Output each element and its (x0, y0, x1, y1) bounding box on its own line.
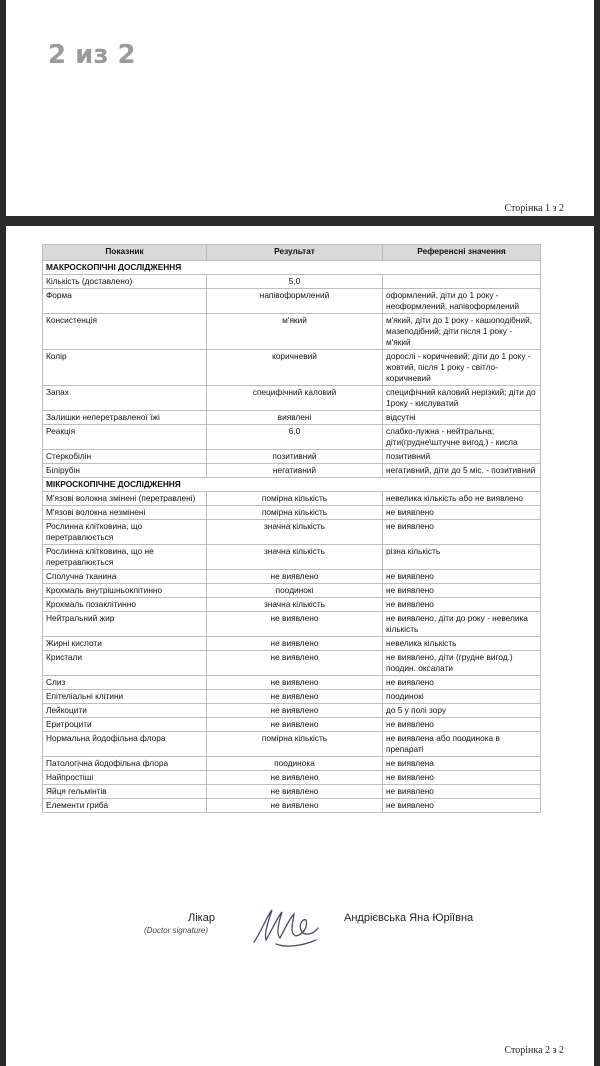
table-row (43, 598, 541, 612)
table-row (43, 425, 541, 450)
reference-cell: до 5 у полі зору (383, 704, 541, 718)
reference-cell: позитивний (383, 450, 541, 464)
result-cell: помірна кількість (207, 492, 383, 506)
indicator-cell: Реакція (43, 425, 207, 450)
indicator-cell: Сполучна тканина (43, 570, 207, 584)
signature-sublabel: (Doctor signature) (144, 926, 209, 935)
result-cell: 5,0 (207, 275, 383, 289)
reference-cell (383, 275, 541, 289)
result-cell: не виявлено (207, 570, 383, 584)
table-row (43, 520, 541, 545)
indicator-cell: Патологічна йодофільна флора (43, 757, 207, 771)
result-cell: помірна кількість (207, 506, 383, 520)
reference-cell: не виявлено (383, 520, 541, 545)
reference-cell: негативний, діти до 5 міс. - позитивний (383, 464, 541, 478)
section-row (43, 478, 541, 492)
table-row (43, 411, 541, 425)
table-row (43, 275, 541, 289)
table-row (43, 612, 541, 637)
signature-label: Лікар (188, 912, 215, 924)
table-row (43, 690, 541, 704)
indicator-cell: Рослинна клітковина, що не перетравлюється (43, 545, 207, 570)
handwritten-signature (246, 904, 326, 950)
indicator-cell: Епітеліальні клітини (43, 690, 207, 704)
result-cell: не виявлено (207, 676, 383, 690)
table-row (43, 718, 541, 732)
reference-cell: не виявлена або поодинока в препараті (383, 732, 541, 757)
result-cell: поодинокі (207, 584, 383, 598)
indicator-cell: Нормальна йодофільна флора (43, 732, 207, 757)
section-title: МАКРОСКОПІЧНІ ДОСЛІДЖЕННЯ (43, 261, 541, 275)
result-cell: м'який (207, 314, 383, 350)
reference-cell: не виявлено (383, 718, 541, 732)
reference-cell: специфічний каловий нерізкий; діти до 1року - кислуватий (383, 386, 541, 411)
indicator-cell: Запах (43, 386, 207, 411)
reference-cell: не виявлено (383, 598, 541, 612)
reference-cell: не виявлено (383, 676, 541, 690)
result-cell: не виявлено (207, 690, 383, 704)
reference-cell: різна кількість (383, 545, 541, 570)
indicator-cell: Жирні кислоти (43, 637, 207, 651)
indicator-cell: Кристали (43, 651, 207, 676)
table-row (43, 492, 541, 506)
indicator-cell: Консистенція (43, 314, 207, 350)
pdf-page-2 (6, 226, 594, 1066)
indicator-cell: Колір (43, 350, 207, 386)
indicator-cell: Лейкоцити (43, 704, 207, 718)
reference-cell: не виявлено (383, 771, 541, 785)
table-row (43, 637, 541, 651)
result-cell: не виявлено (207, 785, 383, 799)
indicator-cell: Кількість (доставлено) (43, 275, 207, 289)
result-cell: не виявлено (207, 799, 383, 813)
table-row (43, 799, 541, 813)
column-header: Результат (207, 245, 383, 261)
reference-cell: слабко-лужна - нейтральна; діти(грудне\штучне вигод.) - кисла (383, 425, 541, 450)
indicator-cell: Стеркобілін (43, 450, 207, 464)
result-cell: значна кількість (207, 520, 383, 545)
reference-cell: не виявлено (383, 785, 541, 799)
result-cell: напівоформлений (207, 289, 383, 314)
result-cell: помірна кількість (207, 732, 383, 757)
result-cell: значна кількість (207, 598, 383, 612)
table-row (43, 651, 541, 676)
table-row (43, 771, 541, 785)
result-cell: не виявлено (207, 651, 383, 676)
reference-cell: поодинокі (383, 690, 541, 704)
table-row (43, 757, 541, 771)
table-row (43, 785, 541, 799)
indicator-cell: Найпростіші (43, 771, 207, 785)
table-row (43, 289, 541, 314)
reference-cell: не виявлено, діти до року - невелика кількість (383, 612, 541, 637)
result-cell: виявлені (207, 411, 383, 425)
section-row (43, 261, 541, 275)
result-cell: не виявлено (207, 718, 383, 732)
reference-cell: не виявлено (383, 584, 541, 598)
result-cell: негативний (207, 464, 383, 478)
result-cell: специфічний каловий (207, 386, 383, 411)
column-header: Показник (43, 245, 207, 261)
indicator-cell: Рослинна клітковина, що перетравлюється (43, 520, 207, 545)
indicator-cell: М'язові волокна змінені (перетравлені) (43, 492, 207, 506)
table-row (43, 386, 541, 411)
reference-cell: не виявлено (383, 506, 541, 520)
table-row (43, 350, 541, 386)
indicator-cell: М'язові волокна незмінені (43, 506, 207, 520)
table-row (43, 464, 541, 478)
indicator-cell: Залишки неперетравленої їжі (43, 411, 207, 425)
result-cell: не виявлено (207, 612, 383, 637)
table-row (43, 732, 541, 757)
page-footer: Сторінка 1 з 2 (504, 203, 564, 214)
result-cell: не виявлено (207, 637, 383, 651)
result-cell: коричневий (207, 350, 383, 386)
page-counter: 2 из 2 (48, 40, 136, 70)
reference-cell: оформлений, діти до 1 року - неоформлений, напівоформлений (383, 289, 541, 314)
indicator-cell: Еритроцити (43, 718, 207, 732)
signature-block (6, 904, 594, 964)
reference-cell: невелика кількість або не виявлено (383, 492, 541, 506)
reference-cell: відсутні (383, 411, 541, 425)
indicator-cell: Крохмаль внутрішньоклітинно (43, 584, 207, 598)
result-cell: 6,0 (207, 425, 383, 450)
result-cell: не виявлено (207, 704, 383, 718)
reference-cell: дорослі - коричневий; діти до 1 року - жовтий, після 1 року - світло-коричневий (383, 350, 541, 386)
indicator-cell: Яйця гельмінтів (43, 785, 207, 799)
table-row (43, 676, 541, 690)
indicator-cell: Форма (43, 289, 207, 314)
reference-cell: м'який, діти до 1 року - кашоподібний, мазеподібний; діти після 1 року - м'який (383, 314, 541, 350)
doctor-name: Андрієвська Яна Юріївна (344, 912, 474, 924)
table-row (43, 704, 541, 718)
reference-cell: не виявлена (383, 757, 541, 771)
result-cell: не виявлено (207, 771, 383, 785)
column-header: Референсні значення (383, 245, 541, 261)
indicator-cell: Елементи гриба (43, 799, 207, 813)
table-row (43, 570, 541, 584)
indicator-cell: Білірубін (43, 464, 207, 478)
reference-cell: не виявлено (383, 570, 541, 584)
result-cell: поодинока (207, 757, 383, 771)
reference-cell: не виявлено (383, 799, 541, 813)
reference-cell: не виявлено, діти (грудне вигод.) поодин. оксалати (383, 651, 541, 676)
reference-cell: невелика кількість (383, 637, 541, 651)
result-cell: позитивний (207, 450, 383, 464)
table-row (43, 450, 541, 464)
table-row (43, 545, 541, 570)
indicator-cell: Нейтральний жир (43, 612, 207, 637)
section-title: МІКРОСКОПІЧНЕ ДОСЛІДЖЕННЯ (43, 478, 541, 492)
result-cell: значна кількість (207, 545, 383, 570)
indicator-cell: Слиз (43, 676, 207, 690)
table-row (43, 584, 541, 598)
table-row (43, 506, 541, 520)
table-row (43, 314, 541, 350)
results-table (42, 244, 541, 813)
page-footer: Сторінка 2 з 2 (504, 1045, 564, 1056)
indicator-cell: Крохмаль позаклітинно (43, 598, 207, 612)
pdf-page-1 (6, 0, 594, 216)
table-header-row (43, 245, 541, 261)
